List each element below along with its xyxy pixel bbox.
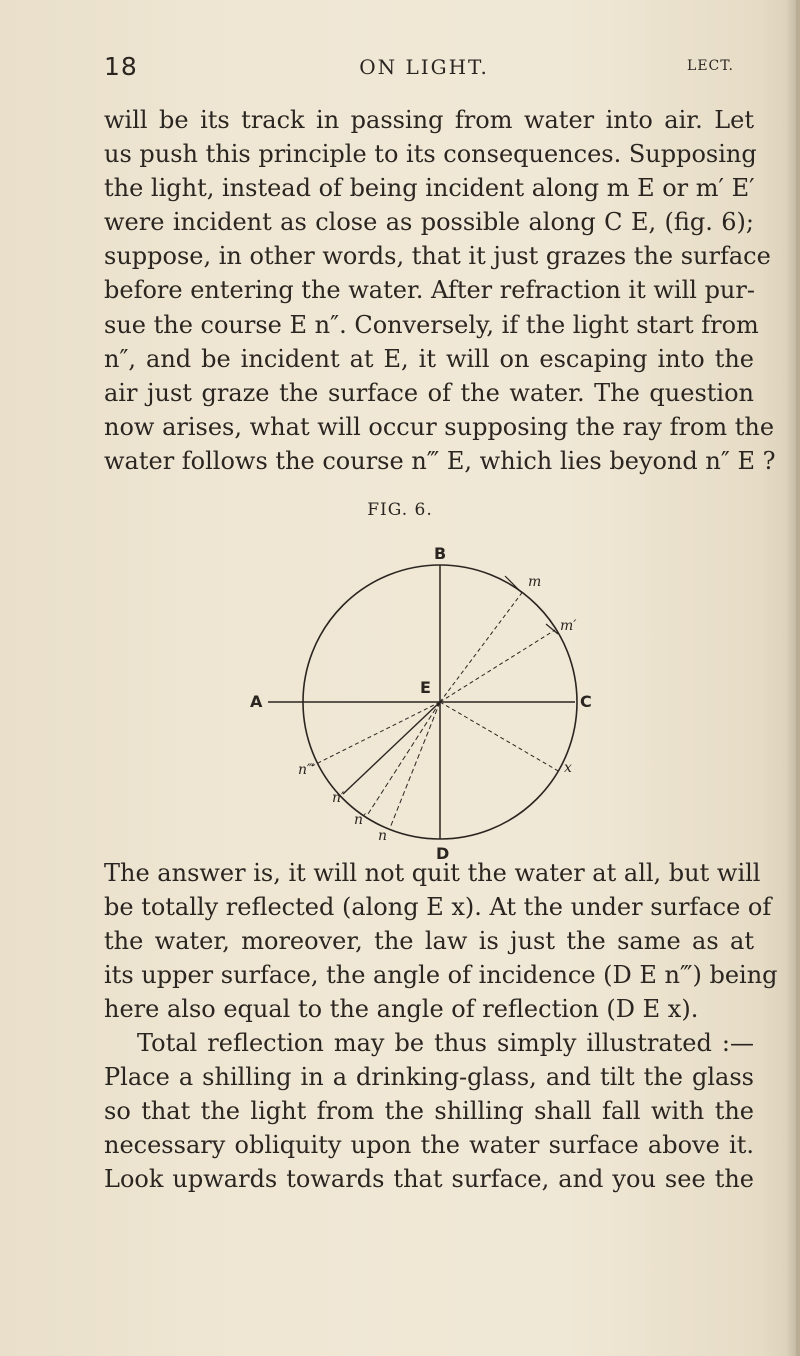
text-line: its upper surface, the angle of incidence (D E n‴) being	[104, 961, 778, 990]
text-line: were incident as close as possible along C E, (fig. 6);	[104, 208, 754, 237]
text-line: the water, moreover, the law is just the same as at	[104, 927, 754, 956]
ray-m-e	[440, 590, 524, 702]
running-head	[104, 52, 744, 86]
label-n-triple: n‴	[298, 762, 315, 778]
text-line: Look upwards towards that surface, and you see the	[104, 1165, 754, 1194]
text-line: air just graze the surface of the water. The question	[104, 378, 754, 407]
text-line: The answer is, it will not quit the water at all, but will	[104, 859, 761, 887]
lecture-marker: LECT.	[687, 58, 734, 74]
text-line: now arises, what will occur supposing the ray from the	[104, 412, 775, 441]
text-line: sue the course E n″. Conversely, if the light start from	[104, 310, 759, 339]
text-line: n″, and be incident at E, it will on escaping into the	[104, 344, 754, 373]
text-line: Total reflection may be thus simply illustrated :—	[137, 1029, 754, 1057]
label-e: E	[420, 678, 431, 697]
text-line: before entering the water. After refraction it will pur-	[104, 276, 755, 305]
ray-e-x	[440, 702, 560, 772]
ray-e-n-prime	[368, 702, 440, 814]
label-n-double: n″	[332, 790, 347, 806]
running-title: ON LIGHT.	[359, 55, 489, 79]
label-c: C	[580, 692, 592, 711]
label-n-prime: n′	[354, 812, 367, 828]
paragraph-2	[104, 856, 778, 1026]
page-edge	[796, 0, 800, 1356]
text-line: here also equal to the angle of reflection (D E x).	[104, 995, 699, 1024]
figure-caption: FIG. 6.	[367, 500, 433, 520]
label-n: n	[378, 828, 388, 844]
ray-e-n	[390, 702, 440, 828]
figure-6-diagram	[250, 538, 590, 868]
paragraph-1	[104, 103, 776, 478]
text-line: so that the light from the shilling shall fall with the	[104, 1097, 754, 1126]
text-line: water follows the course n‴ E, which lies beyond n″ E ?	[104, 446, 776, 475]
text-line: Place a shilling in a drinking-glass, and tilt the glass	[104, 1063, 754, 1092]
text-line: suppose, in other words, that it just grazes the surface	[104, 242, 771, 271]
text-line: will be its track in passing from water into air. Let	[104, 106, 754, 134]
page-number: 18	[104, 52, 138, 81]
label-d: D	[436, 844, 450, 863]
label-b: B	[434, 544, 447, 563]
label-m-prime: m′	[560, 618, 577, 634]
ray-e-n-double	[343, 702, 440, 794]
label-a: A	[250, 692, 263, 711]
text-line: be totally reflected (along E x). At the under surface of	[104, 893, 772, 922]
label-m: m	[528, 574, 542, 590]
text-line: necessary obliquity upon the water surface above it.	[104, 1131, 754, 1160]
text-line: the light, instead of being incident along m E or m′ E′	[104, 174, 755, 203]
ray-e-n-triple	[312, 702, 440, 766]
ray-m-prime-e	[440, 630, 555, 702]
paragraph-3	[104, 1026, 754, 1196]
label-x: x	[564, 760, 572, 776]
text-line: us push this principle to its consequences. Supposing	[104, 140, 757, 169]
